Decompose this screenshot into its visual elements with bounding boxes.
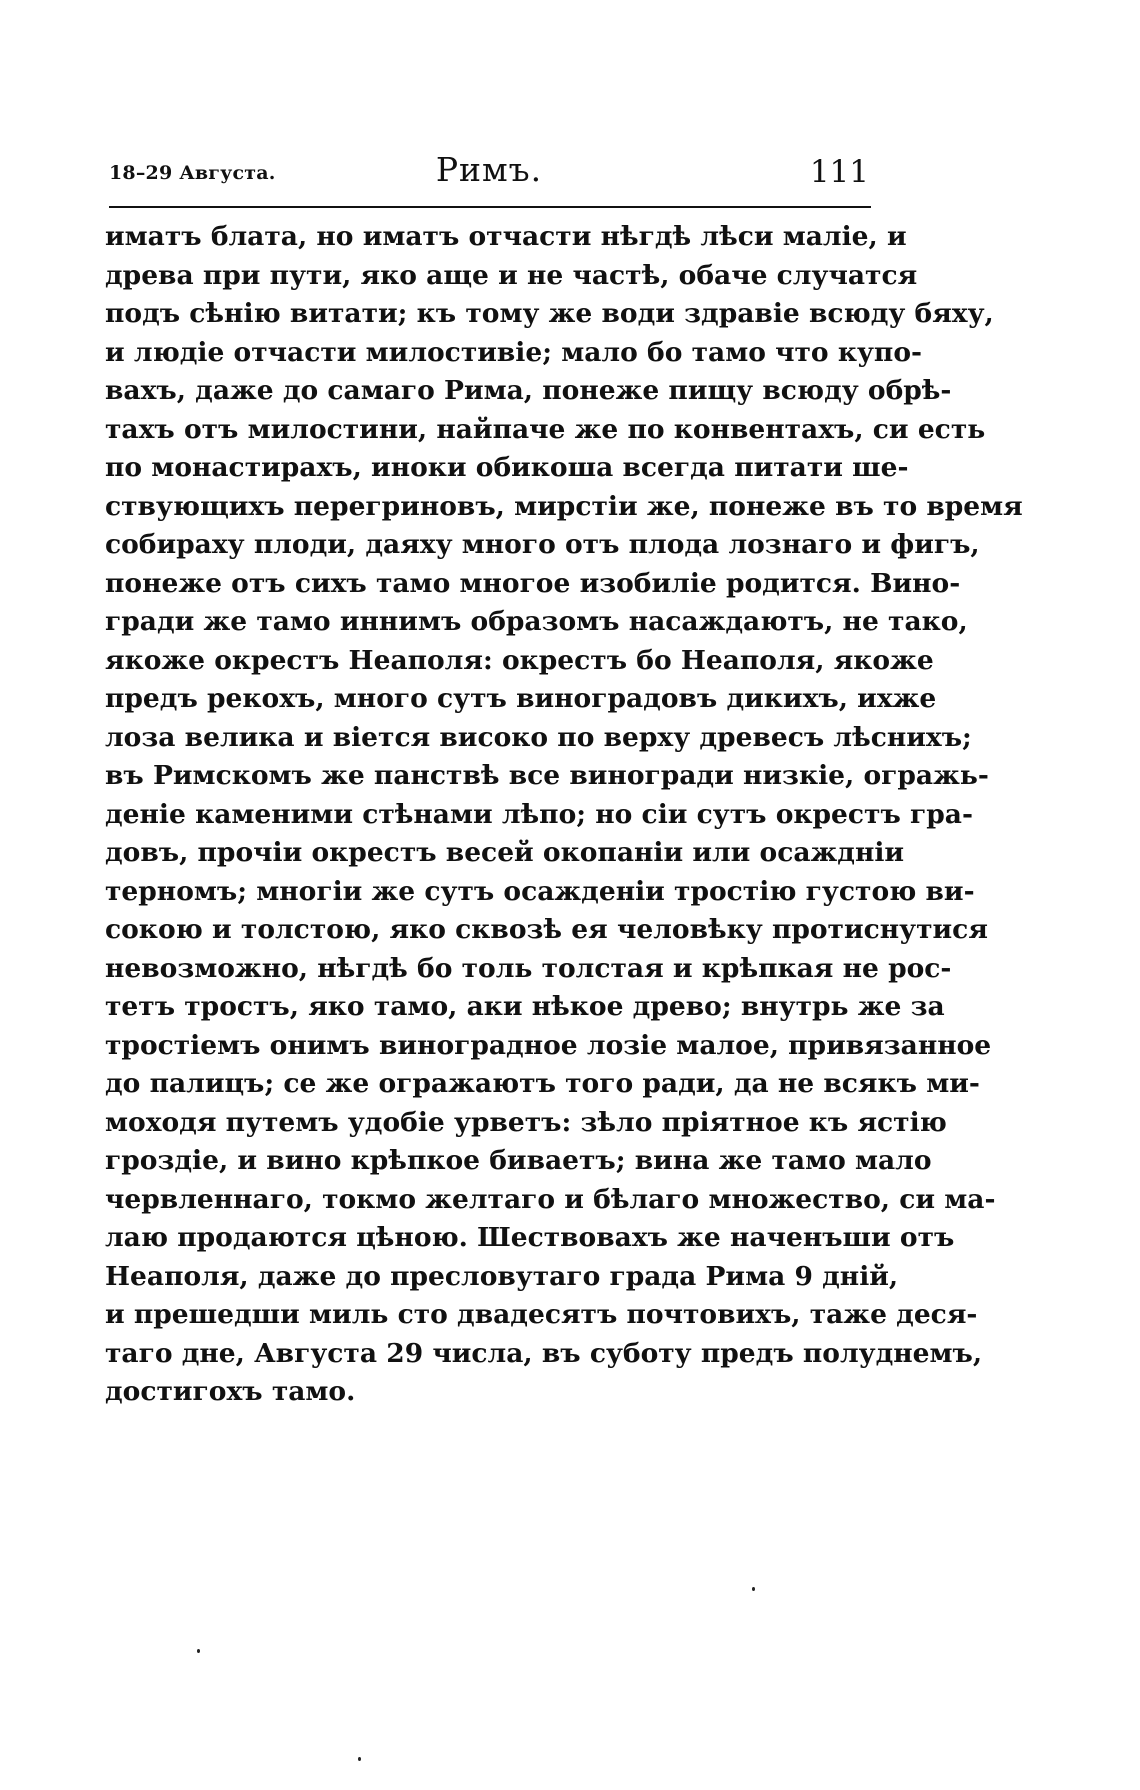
text-line: до палицъ; се же огражаютъ того ради, да не всякъ ми- [105,1068,980,1099]
text-line: древа при пути, яко аще и не частѣ, обаче случатся [105,259,918,291]
text-line: и прешедши миль сто двадесятъ почтовихъ, таже деся- [105,1299,978,1330]
text-line: тахъ отъ милостини, найпаче же по конвентахъ, си есть [105,413,986,445]
date-range: 18–29 Августа. [109,162,276,184]
text-line: лоза велика и вiется високо по верху древесъ лѣснихъ; [105,721,972,753]
text-line: достигохъ тамо. [105,1376,356,1407]
text-line: гроздiе, и вино крѣпкое биваетъ; вина же тамо мало [105,1145,932,1176]
text-line: денiе каменими стѣнами лѣпо; но сiи сутъ окрестъ гра- [105,798,973,830]
text-line: предъ рекохъ, много сутъ виноградовъ дикихъ, ихже [105,683,937,714]
text-line: лаю продаются цѣною. Шествовахъ же наченъши отъ [105,1222,955,1253]
text-line: въ Римскомъ же панствѣ все виногради низкiе, огражь- [105,760,989,791]
header-rule [109,206,871,208]
text-line: ствующихъ перегриновъ, мирстiи же, понеже въ то время [105,490,1023,522]
ink-speck [752,1587,755,1591]
running-header [109,150,869,208]
ink-speck [358,1757,361,1761]
text-line: и людiе отчасти милостивiе; мало бо тамо что купо- [105,336,922,368]
text-line: вахъ, даже до самаго Рима, понеже пищу всюду обрѣ- [105,375,952,406]
ink-speck [197,1649,200,1653]
text-line: моходя путемъ удобiе урветъ: зѣло прiятное къ ястiю [105,1106,947,1138]
text-line: якоже окрестъ Неаполя: окрестъ бо Неаполя, якоже [105,644,934,676]
text-line: понеже отъ сихъ тамо многое изобилiе родится. Вино- [105,567,961,599]
text-line: по монастирахъ, иноки обикоша всегда питати ше- [105,452,909,483]
text-line: таго дне, Августа 29 числа, въ суботу предъ полуднемъ, [105,1337,983,1369]
text-line: собираху плоди, даяху много отъ плода лознаго и фигъ, [105,529,980,560]
text-line: червленнаго, токмо желтаго и бѣлаго множество, си ма- [105,1183,996,1215]
body-text [105,218,1023,1412]
page-number: 111 [809,154,869,190]
text-line: сокою и толстою, яко сквозѣ ея человѣку протиснутися [105,914,988,945]
text-line: тетъ тростъ, яко тамо, аки нѣкое древо; внутрь же за [105,991,945,1022]
page-title: Римъ. [435,150,543,189]
text-line: довъ, прочiи окрестъ весей окопанiи или осаждніи [105,837,905,868]
text-line: подъ сѣнiю витати; къ тому же води здравiе всюду бяху, [105,298,994,329]
text-line: иматъ блата, но иматъ отчасти нѣгдѣ лѣси малiе, и [105,221,907,252]
text-line: гради же тамо иннимъ образомъ насаждаютъ, не тако, [105,606,968,637]
text-line: невозможно, нѣгдѣ бо толь толстая и крѣпкая не рос- [105,952,952,984]
text-line: Неаполя, даже до пресловутаго града Рима 9 днiй, [105,1260,899,1292]
text-line: тростiемъ онимъ виноградное лозiе малое, привязанное [105,1029,992,1061]
text-line: терномъ; многiи же сутъ осажденiи тростiю густою ви- [105,875,975,907]
